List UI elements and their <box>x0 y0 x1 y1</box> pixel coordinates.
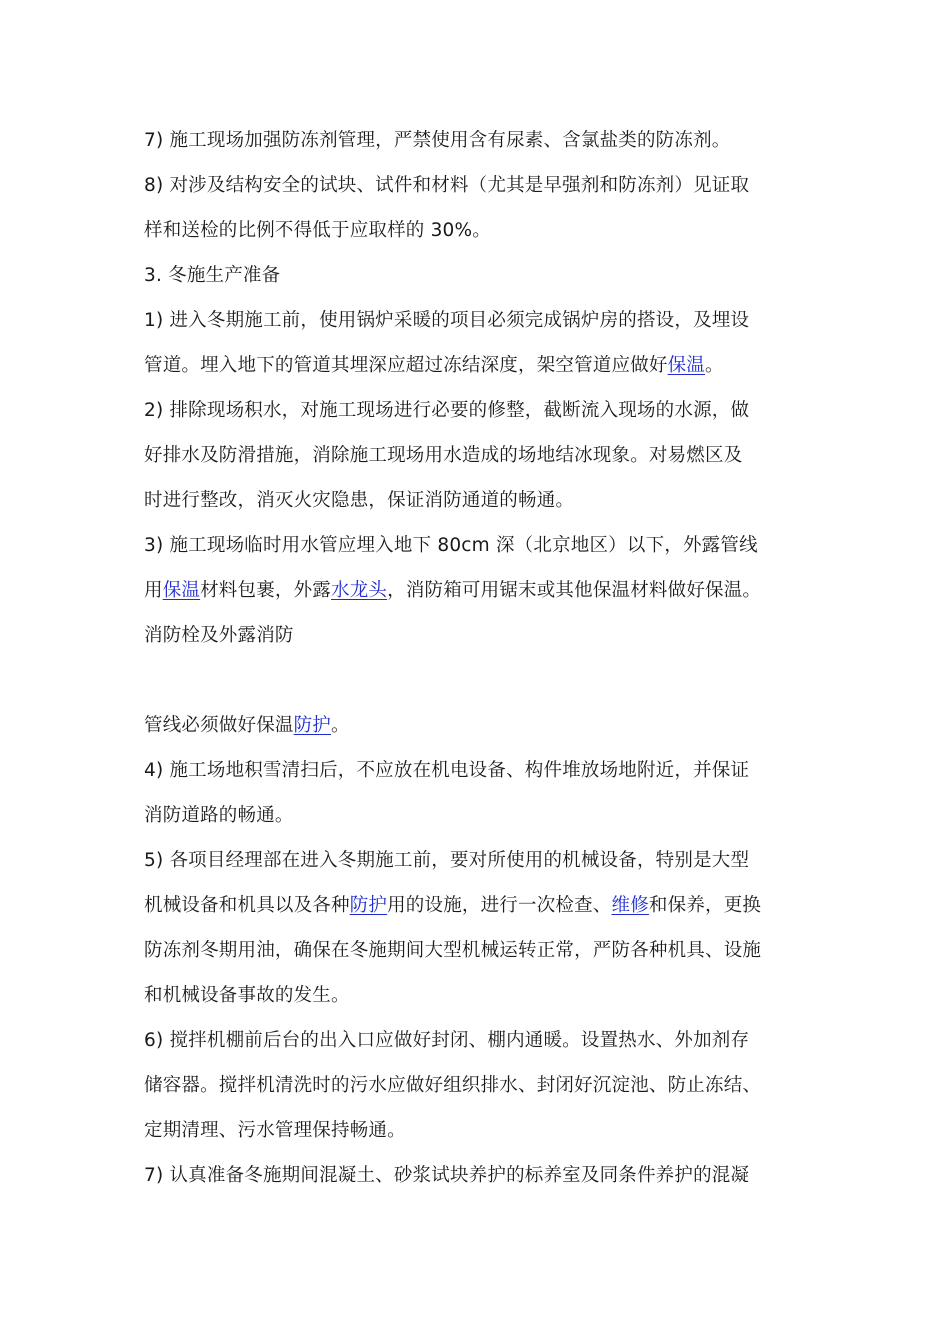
text-line: 4) 施工场地积雪清扫后，不应放在机电设备、构件堆放场地附近，并保证 <box>144 760 750 781</box>
link-baowen[interactable]: 保温 <box>667 355 706 376</box>
text-line: 消防栓及外露消防 <box>144 625 294 646</box>
link-shuilongtou[interactable]: 水龙头 <box>331 580 388 601</box>
text-line: 定期清理、污水管理保持畅通。 <box>144 1120 406 1141</box>
section-heading: 3. 冬施生产准备 <box>144 265 281 286</box>
blank-gap <box>144 658 814 703</box>
text-line: 5) 各项目经理部在进入冬期施工前，要对所使用的机械设备，特别是大型 <box>144 850 750 871</box>
text-line: 管线必须做好保温防护。 <box>144 715 350 736</box>
text-line: 7) 施工现场加强防冻剂管理，严禁使用含有尿素、含氯盐类的防冻剂。 <box>144 130 731 151</box>
link-fanghu[interactable]: 防护 <box>349 895 388 916</box>
text-line: 管道。埋入地下的管道其埋深应超过冻结深度，架空管道应做好保温。 <box>144 355 724 376</box>
text-line: 用保温材料包裹，外露水龙头，消防箱可用锯末或其他保温材料做好保温。 <box>144 580 762 601</box>
link-baowen[interactable]: 保温 <box>162 580 201 601</box>
link-weixiu[interactable]: 维修 <box>611 895 649 916</box>
text-line: 和机械设备事故的发生。 <box>144 985 350 1006</box>
text-line: 8) 对涉及结构安全的试块、试件和材料（尤其是早强剂和防冻剂）见证取 <box>144 175 750 196</box>
text-line: 防冻剂冬期用油，确保在冬施期间大型机械运转正常，严防各种机具、设施 <box>144 940 762 961</box>
text-line: 样和送检的比例不得低于应取样的 30%。 <box>144 220 492 241</box>
link-fanghu[interactable]: 防护 <box>293 715 332 736</box>
text-line: 1) 进入冬期施工前，使用锅炉采暖的项目必须完成锅炉房的搭设，及埋设 <box>144 310 750 331</box>
text-line: 6) 搅拌机棚前后台的出入口应做好封闭、棚内通暖。设置热水、外加剂存 <box>144 1030 750 1051</box>
text-line: 7) 认真准备冬施期间混凝土、砂浆试块养护的标养室及同条件养护的混凝 <box>144 1165 750 1186</box>
text-line: 消防道路的畅通。 <box>144 805 294 826</box>
text-line: 2) 排除现场积水，对施工现场进行必要的修整，截断流入现场的水源，做 <box>144 400 750 421</box>
text-line: 机械设备和机具以及各种防护用的设施，进行一次检查、维修和保养，更换 <box>144 895 762 916</box>
text-line: 好排水及防滑措施，消除施工现场用水造成的场地结冰现象。对易燃区及 <box>144 445 743 466</box>
document-body <box>144 118 814 1198</box>
text-line: 储容器。搅拌机清洗时的污水应做好组织排水、封闭好沉淀池、防止冻结、 <box>144 1075 762 1096</box>
text-line: 时进行整改，消灭火灾隐患，保证消防通道的畅通。 <box>144 490 575 511</box>
text-line: 3) 施工现场临时用水管应埋入地下 80cm 深（北京地区）以下，外露管线 <box>144 535 758 556</box>
